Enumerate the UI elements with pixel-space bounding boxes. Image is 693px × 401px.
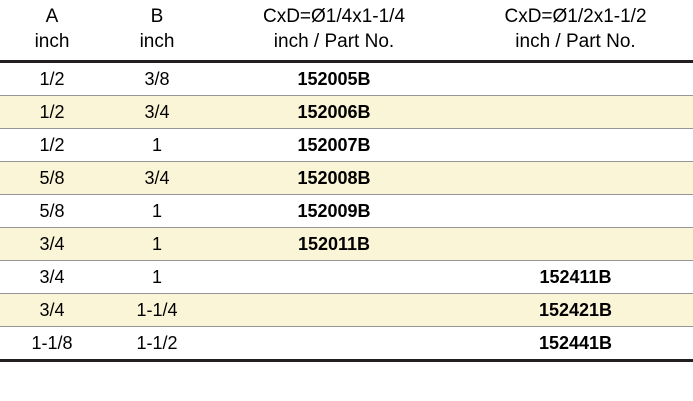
cell-partno-quarter (210, 294, 458, 327)
cell-partno-half (458, 96, 693, 129)
table-row (0, 62, 693, 96)
cell-b: 3/4 (104, 162, 210, 195)
table-row (0, 195, 693, 228)
cell-a: 5/8 (0, 195, 104, 228)
cell-partno-half (458, 195, 693, 228)
cell-b: 1-1/4 (104, 294, 210, 327)
column-header-b-unit: inch (139, 31, 175, 52)
cell-partno-half: 152421B (458, 294, 693, 327)
cell-partno-half: 152411B (458, 261, 693, 294)
column-header-cxd-quarter-unit: inch / Part No. (273, 31, 395, 52)
cell-b: 3/8 (104, 62, 210, 96)
table-header (0, 0, 693, 62)
table-body (0, 62, 693, 361)
column-header-cxd-half-unit: inch / Part No. (515, 31, 636, 52)
cell-b: 1 (104, 261, 210, 294)
cell-partno-quarter (210, 261, 458, 294)
cell-partno-quarter: 152005B (210, 62, 458, 96)
cell-a: 1/2 (0, 129, 104, 162)
table-row (0, 96, 693, 129)
column-header-cxd-half (458, 0, 693, 62)
cell-partno-half: 152441B (458, 327, 693, 361)
cell-partno-quarter: 152011B (210, 228, 458, 261)
cell-a: 3/4 (0, 294, 104, 327)
cell-partno-quarter: 152008B (210, 162, 458, 195)
cell-a: 1/2 (0, 96, 104, 129)
cell-a: 1/2 (0, 62, 104, 96)
table-header-row (0, 0, 693, 62)
cell-partno-quarter: 152007B (210, 129, 458, 162)
table-row (0, 162, 693, 195)
cell-b: 1-1/2 (104, 327, 210, 361)
cell-partno-quarter: 152006B (210, 96, 458, 129)
cell-partno-half (458, 162, 693, 195)
cell-b: 1 (104, 228, 210, 261)
cell-a: 3/4 (0, 228, 104, 261)
column-header-b (104, 0, 210, 62)
column-header-b-title: B (150, 6, 164, 27)
cell-partno-half (458, 129, 693, 162)
column-header-cxd-quarter-title: CxD=Ø1/4x1-1/4 (262, 6, 406, 27)
cell-a: 5/8 (0, 162, 104, 195)
cell-b: 1 (104, 129, 210, 162)
cell-partno-half (458, 62, 693, 96)
table-row (0, 129, 693, 162)
cell-a: 3/4 (0, 261, 104, 294)
cell-partno-half (458, 228, 693, 261)
table-row (0, 261, 693, 294)
cell-b: 1 (104, 195, 210, 228)
cell-b: 3/4 (104, 96, 210, 129)
column-header-a-unit: inch (34, 31, 70, 52)
cell-a: 1-1/8 (0, 327, 104, 361)
column-header-a-title: A (45, 6, 59, 27)
cell-partno-quarter (210, 327, 458, 361)
column-header-a (0, 0, 104, 62)
column-header-cxd-quarter (210, 0, 458, 62)
column-header-cxd-half-title: CxD=Ø1/2x1-1/2 (504, 6, 647, 27)
table-row (0, 228, 693, 261)
table-row (0, 327, 693, 361)
table-row (0, 294, 693, 327)
cell-partno-quarter: 152009B (210, 195, 458, 228)
